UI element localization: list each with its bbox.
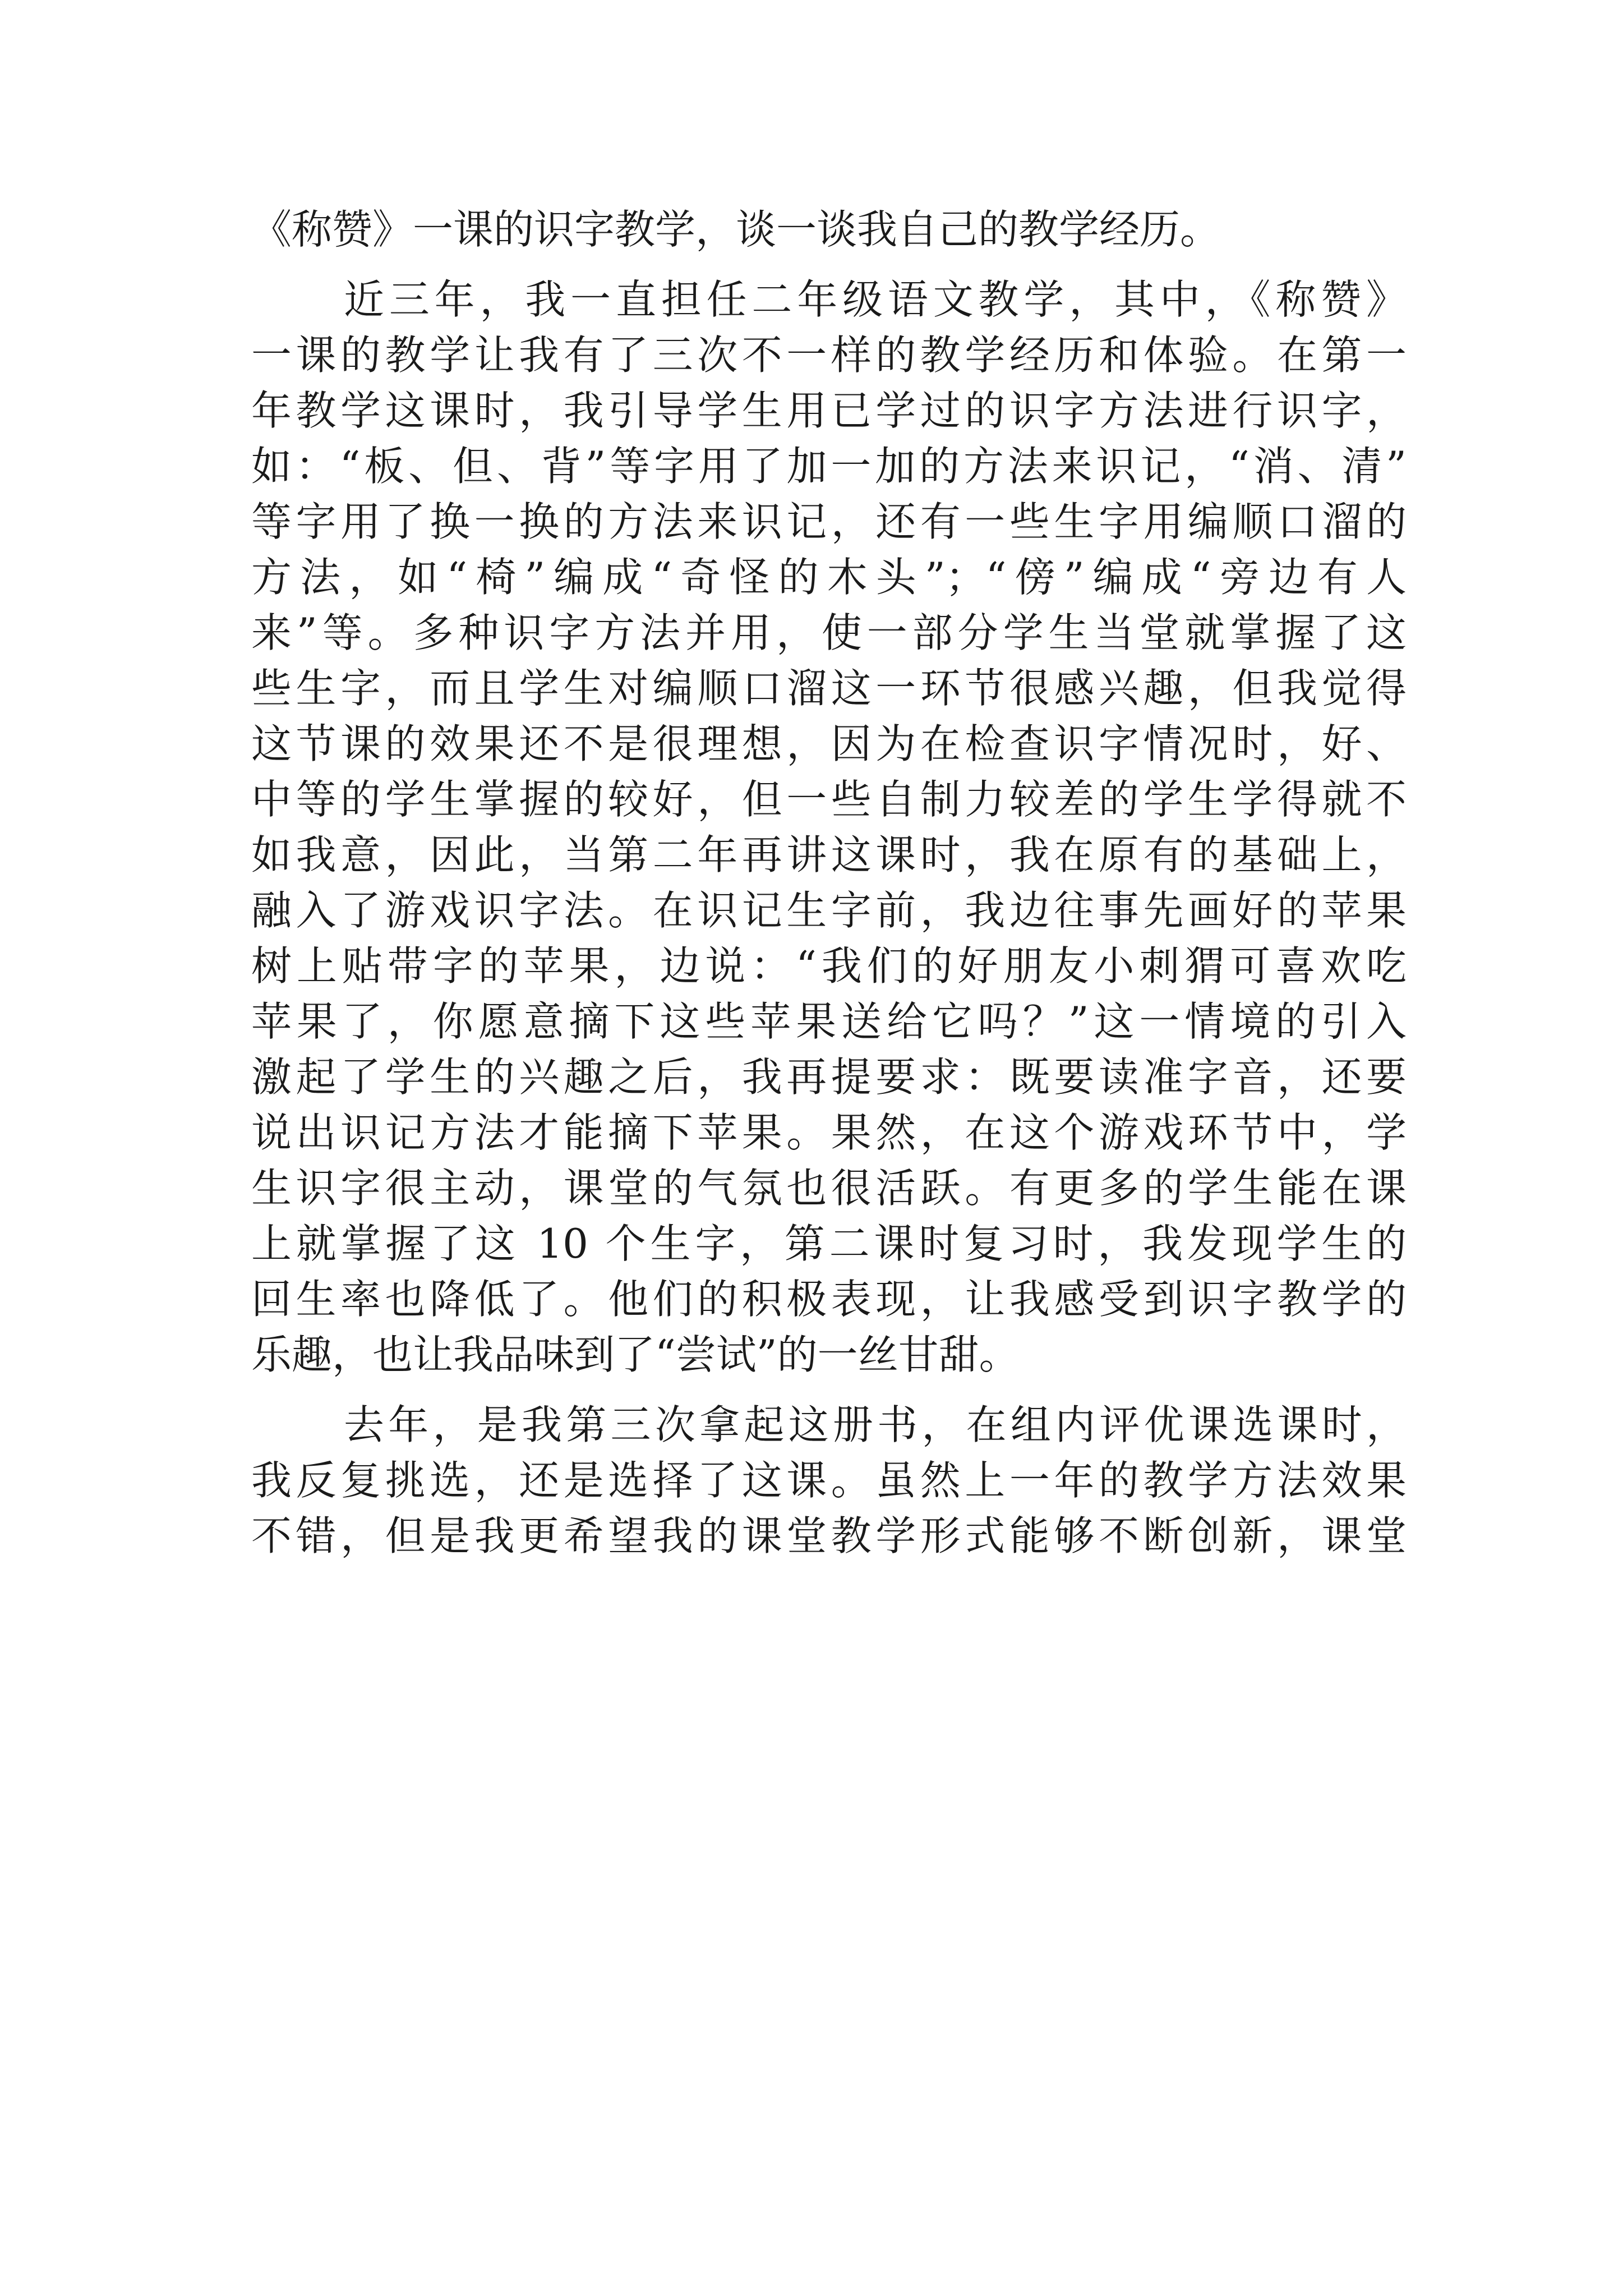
text-line: 《称赞》一课的识字教学，谈一谈我自己的教学经历。 bbox=[251, 206, 1221, 253]
text-line: 融入了游戏识字法。在识记生字前，我边往事先画好的苹果 bbox=[251, 887, 1407, 934]
text-line: 树上贴带字的苹果，边说：“我们的好朋友小刺猬可喜欢吃 bbox=[251, 942, 1407, 990]
paragraph bbox=[251, 272, 1407, 1383]
text-line: 来”等。多种识字方法并用，使一部分学生当堂就掌握了这 bbox=[251, 609, 1407, 656]
text-line: 去年，是我第三次拿起这册书，在组内评优课选课时， bbox=[344, 1401, 1407, 1448]
text-line: 方法，如“椅”编成“奇怪的木头”；“傍”编成“旁边有人 bbox=[251, 554, 1407, 601]
text-line: 如我意，因此，当第二年再讲这课时，我在原有的基础上， bbox=[251, 831, 1407, 878]
text-line: 些生字，而且学生对编顺口溜这一环节很感兴趣，但我觉得 bbox=[251, 665, 1407, 712]
text-line: 我反复挑选，还是选择了这课。虽然上一年的教学方法效果 bbox=[251, 1457, 1407, 1504]
paragraph bbox=[251, 202, 1407, 257]
text-line: 如：“板、但、背”等字用了加一加的方法来识记，“消、清” bbox=[251, 443, 1407, 490]
paragraph-gap bbox=[251, 257, 1407, 272]
text-line: 苹果了，你愿意摘下这些苹果送给它吗？”这一情境的引入 bbox=[251, 998, 1407, 1045]
text-line: 近三年，我一直担任二年级语文教学，其中，《称赞》 bbox=[344, 276, 1407, 323]
text-line: 这节课的效果还不是很理想，因为在检查识字情况时，好、 bbox=[251, 720, 1407, 767]
text-line: 不错，但是我更希望我的课堂教学形式能够不断创新，课堂 bbox=[251, 1512, 1407, 1559]
text-line: 年教学这课时，我引导学生用已学过的识字方法进行识字， bbox=[251, 387, 1407, 434]
text-line: 上就掌握了这 10 个生字，第二课时复习时，我发现学生的 bbox=[251, 1220, 1407, 1267]
text-line: 生识字很主动，课堂的气氛也很活跃。有更多的学生能在课 bbox=[251, 1165, 1407, 1212]
text-line: 乐趣，也让我品味到了“尝试”的一丝甘甜。 bbox=[251, 1331, 1020, 1378]
text-line: 等字用了换一换的方法来识记，还有一些生字用编顺口溜的 bbox=[251, 498, 1407, 545]
text-line: 回生率也降低了。他们的积极表现，让我感受到识字教学的 bbox=[251, 1276, 1407, 1323]
text-line: 激起了学生的兴趣之后，我再提要求：既要读准字音，还要 bbox=[251, 1053, 1407, 1101]
paragraph bbox=[251, 1397, 1407, 1564]
text-line: 中等的学生掌握的较好，但一些自制力较差的学生学得就不 bbox=[251, 776, 1407, 823]
document-body bbox=[251, 202, 1407, 1564]
text-line: 一课的教学让我有了三次不一样的教学经历和体验。在第一 bbox=[251, 332, 1407, 379]
text-line: 说出识记方法才能摘下苹果。果然，在这个游戏环节中，学 bbox=[251, 1109, 1407, 1156]
paragraph-gap bbox=[251, 1383, 1407, 1397]
